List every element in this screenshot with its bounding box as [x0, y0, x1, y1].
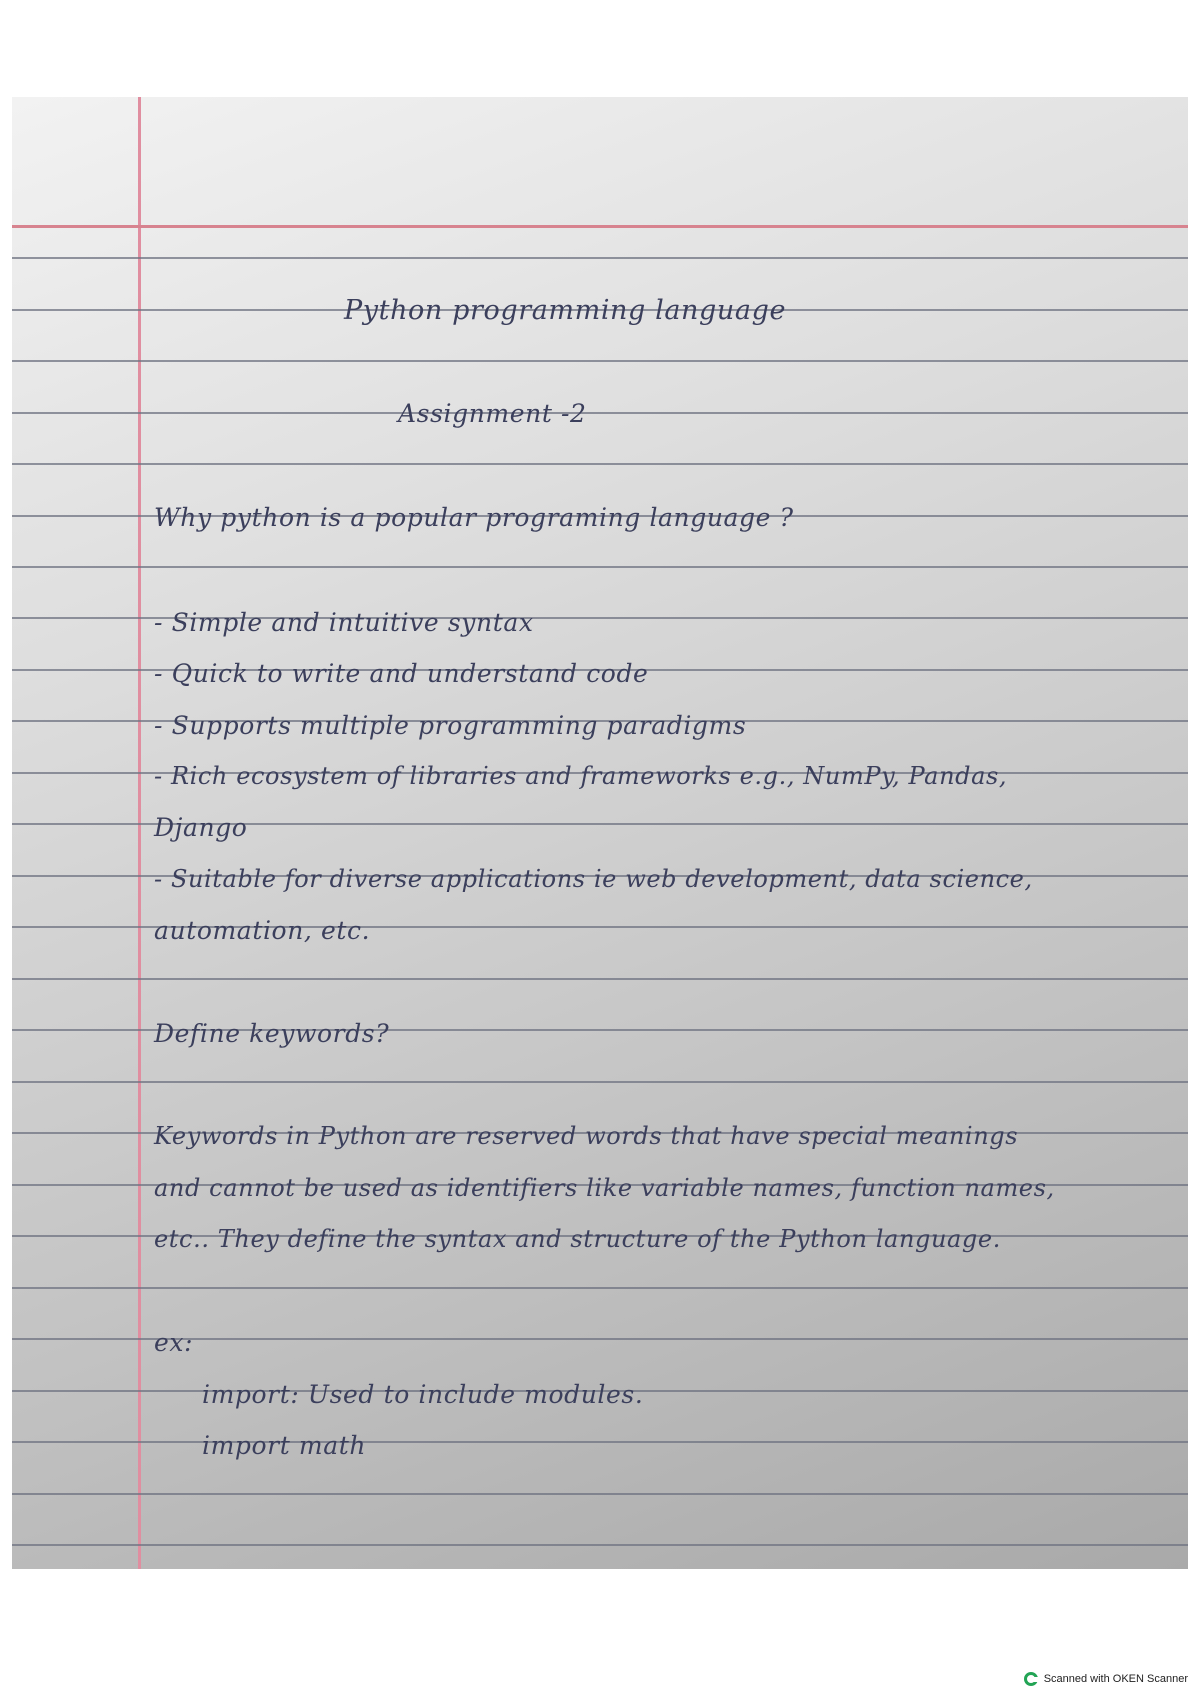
scanner-watermark	[1024, 1672, 1188, 1686]
answer-line: etc.. They define the syntax and structure of the Python language.	[154, 1225, 1001, 1253]
rule-line	[12, 1441, 1188, 1443]
answer-line: - Simple and intuitive syntax	[154, 608, 534, 637]
oken-scanner-logo-icon	[1024, 1672, 1038, 1686]
answer-line: Keywords in Python are reserved words that have special meanings	[154, 1122, 1019, 1150]
example-line: import: Used to include modules.	[202, 1380, 644, 1409]
rule-line	[12, 360, 1188, 362]
rule-line	[12, 566, 1188, 568]
rule-line	[12, 257, 1188, 259]
scanner-label: Scanned with OKEN Scanner	[1043, 1673, 1188, 1685]
answer-line: Django	[154, 813, 248, 842]
rule-line	[12, 412, 1188, 414]
answer-line: - Quick to write and understand code	[154, 659, 649, 688]
question-heading: Why python is a popular programing language ?	[154, 503, 794, 532]
rule-line	[12, 1544, 1188, 1546]
answer-line: automation, etc.	[154, 916, 371, 945]
page-title: Python programming language	[344, 295, 787, 326]
page-subtitle: Assignment -2	[398, 399, 587, 428]
margin-line	[138, 97, 141, 1569]
rule-line	[12, 1287, 1188, 1289]
answer-line: and cannot be used as identifiers like variable names, function names,	[154, 1174, 1055, 1202]
rule-line	[12, 1493, 1188, 1495]
rule-line	[12, 1081, 1188, 1083]
header-rule-line	[12, 225, 1188, 228]
rule-line	[12, 978, 1188, 980]
answer-line: - Rich ecosystem of libraries and frameworks e.g., NumPy, Pandas,	[154, 762, 1008, 790]
answer-line: - Suitable for diverse applications ie web development, data science,	[154, 865, 1033, 893]
answer-line: - Supports multiple programming paradigms	[154, 711, 747, 740]
notebook-page	[12, 97, 1188, 1569]
example-label: ex:	[154, 1328, 194, 1357]
question-heading: Define keywords?	[154, 1019, 390, 1048]
example-line: import math	[202, 1431, 367, 1460]
rule-line	[12, 463, 1188, 465]
